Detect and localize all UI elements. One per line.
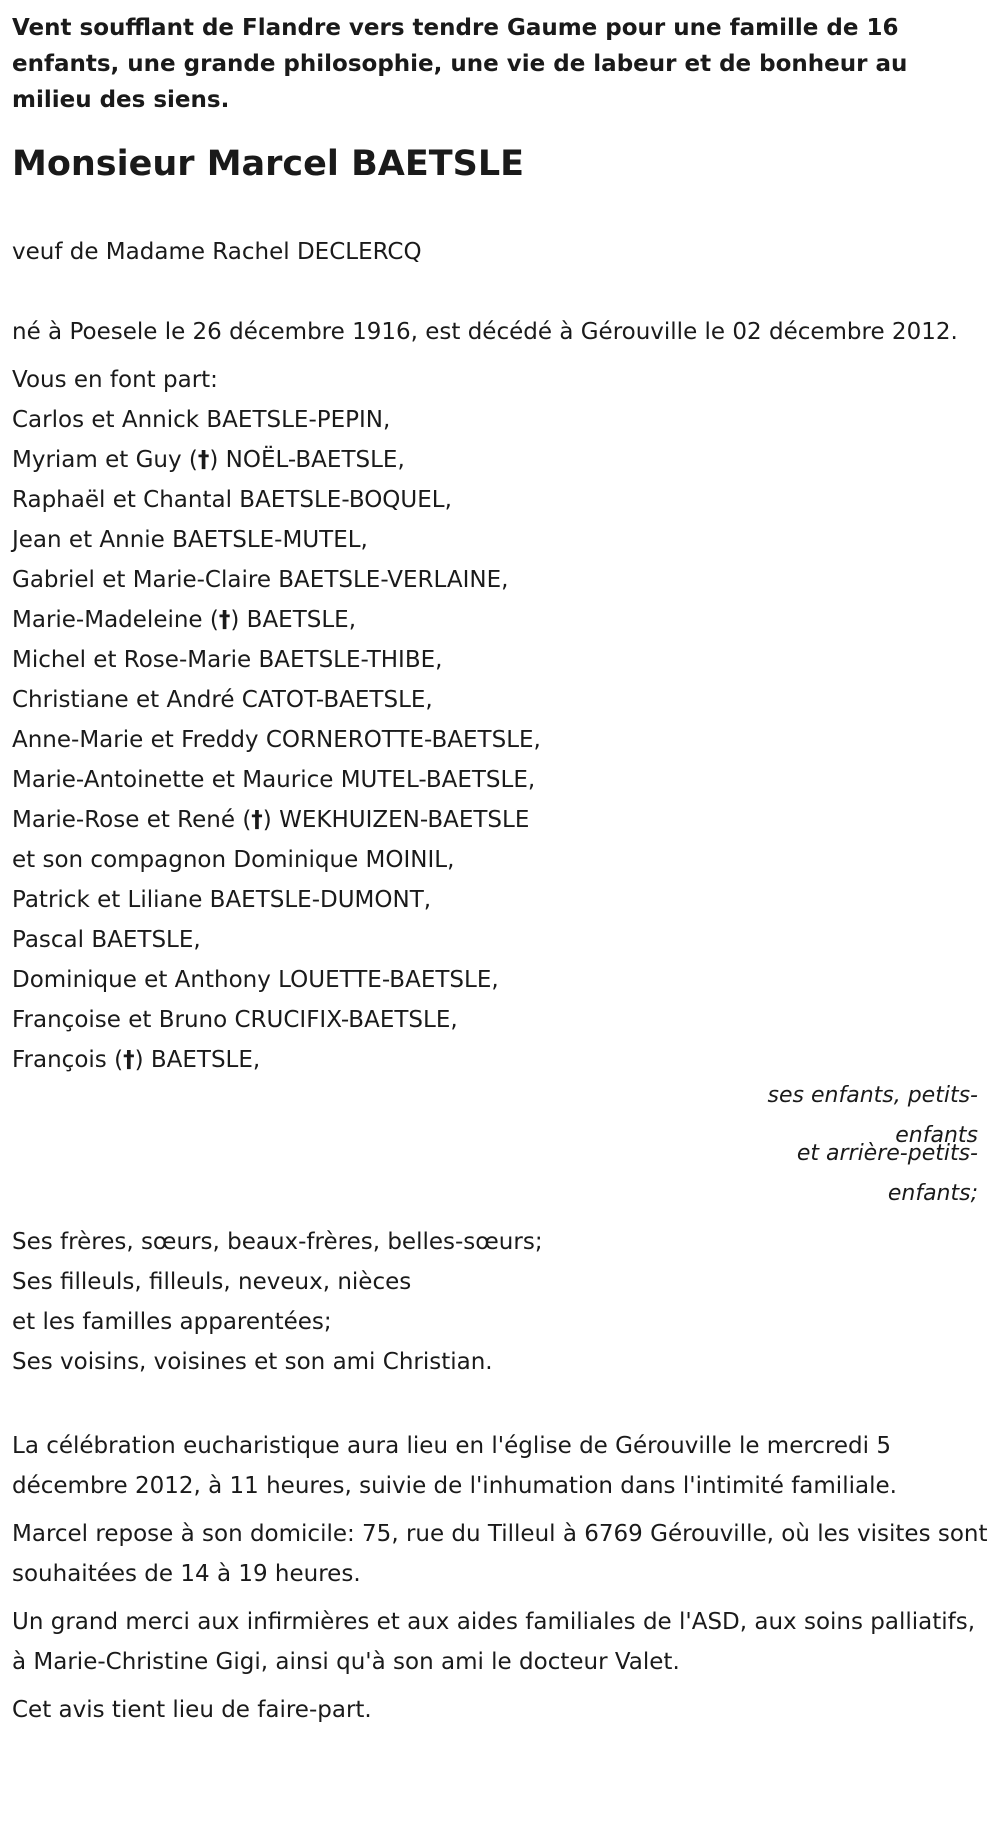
family-list-item-text: ) WEKHUIZEN-BAETSLE: [262, 807, 530, 833]
birth-death-line: né à Poesele le 26 décembre 1916, est décédé à Gérouville le 02 décembre 2012.: [12, 319, 958, 345]
family-list-item-text: ) BAETSLE,: [230, 607, 357, 633]
family-list-item-text: Myriam et Guy (: [12, 447, 198, 473]
relatives-line: Ses filleuls, filleuls, neveux, nièces: [12, 1269, 412, 1295]
family-list-item: Dominique et Anthony LOUETTE-BAETSLE,: [12, 967, 499, 993]
family-list-item: Pascal BAETSLE,: [12, 927, 201, 953]
family-list-item-text: ) NOËL-BAETSLE,: [209, 447, 405, 473]
deceased-name: Monsieur Marcel BAETSLE: [12, 144, 525, 184]
cross-icon: †: [123, 1047, 135, 1073]
family-list-item: Michel et Rose-Marie BAETSLE-THIBE,: [12, 647, 443, 673]
family-list-item: Christiane et André CATOT-BAETSLE,: [12, 687, 433, 713]
family-list-item: [12, 440, 988, 480]
family-list-item: [12, 800, 988, 840]
family-list-item: [12, 1040, 988, 1080]
family-list-item: Françoise et Bruno CRUCIFIX-BAETSLE,: [12, 1007, 458, 1033]
family-list: [12, 360, 988, 1080]
family-list-item-text: Marie-Madeleine (: [12, 607, 219, 633]
family-list-item: Marie-Antoinette et Maurice MUTEL-BAETSLE,: [12, 767, 536, 793]
intro-quote: Vent soufflant de Flandre vers tendre Gaume pour une famille de 16 enfants, une grande philosophie, une vie de labeur et de bonheur au milieu des siens.: [12, 15, 908, 113]
family-list-item: Patrick et Liliane BAETSLE-DUMONT,: [12, 887, 432, 913]
cross-icon: †: [251, 807, 263, 833]
family-list-item: Gabriel et Marie-Claire BAETSLE-VERLAINE,: [12, 567, 509, 593]
cross-icon: †: [218, 607, 231, 633]
widow-line: veuf de Madame Rachel DECLERCQ: [12, 239, 422, 265]
signature-children: ses enfants, petits-enfants: [767, 1083, 978, 1148]
family-list-item: Anne-Marie et Freddy CORNEROTTE-BAETSLE,: [12, 727, 541, 753]
family-list-item-text: Marie-Rose et René (: [12, 807, 252, 833]
family-list-item: Raphaël et Chantal BAETSLE-BOQUEL,: [12, 487, 452, 513]
thanks-paragraph: Un grand merci aux infirmières et aux aides familiales de l'ASD, aux soins palliatifs, à Marie-Christine Gigi, ainsi qu'à son ami le docteur Valet.: [12, 1609, 976, 1675]
family-list-item: Jean et Annie BAETSLE-MUTEL,: [12, 527, 368, 553]
family-list-item-text: François (: [12, 1047, 124, 1073]
relatives-list: [12, 1222, 988, 1382]
rest-paragraph: Marcel repose à son domicile: 75, rue du Tilleul à 6769 Gérouville, où les visites sont souhaitées de 14 à 19 heures.: [12, 1521, 988, 1587]
family-list-item: et son compagnon Dominique MOINIL,: [12, 847, 455, 873]
family-list-item: [12, 600, 988, 640]
relatives-line: Ses frères, sœurs, beaux-frères, belles-sœurs;: [12, 1229, 543, 1255]
children-list: [12, 400, 988, 1080]
signature-great-grandchildren: et arrière-petits-enfants;: [796, 1141, 978, 1206]
family-list-item-text: ) BAETSLE,: [134, 1047, 261, 1073]
family-list-item: Carlos et Annick BAETSLE-PEPIN,: [12, 407, 391, 433]
cross-icon: †: [197, 447, 210, 473]
announce-line: Vous en font part:: [12, 367, 218, 393]
relatives-line: et les familles apparentées;: [12, 1309, 332, 1335]
ceremony-paragraph: La célébration eucharistique aura lieu en l'église de Gérouville le mercredi 5 décembre 2012, à 11 heures, suivie de l'inhumation dans l'intimité familiale.: [12, 1433, 897, 1499]
notice-line: Cet avis tient lieu de faire-part.: [12, 1697, 372, 1723]
relatives-line: Ses voisins, voisines et son ami Christian.: [12, 1349, 493, 1375]
